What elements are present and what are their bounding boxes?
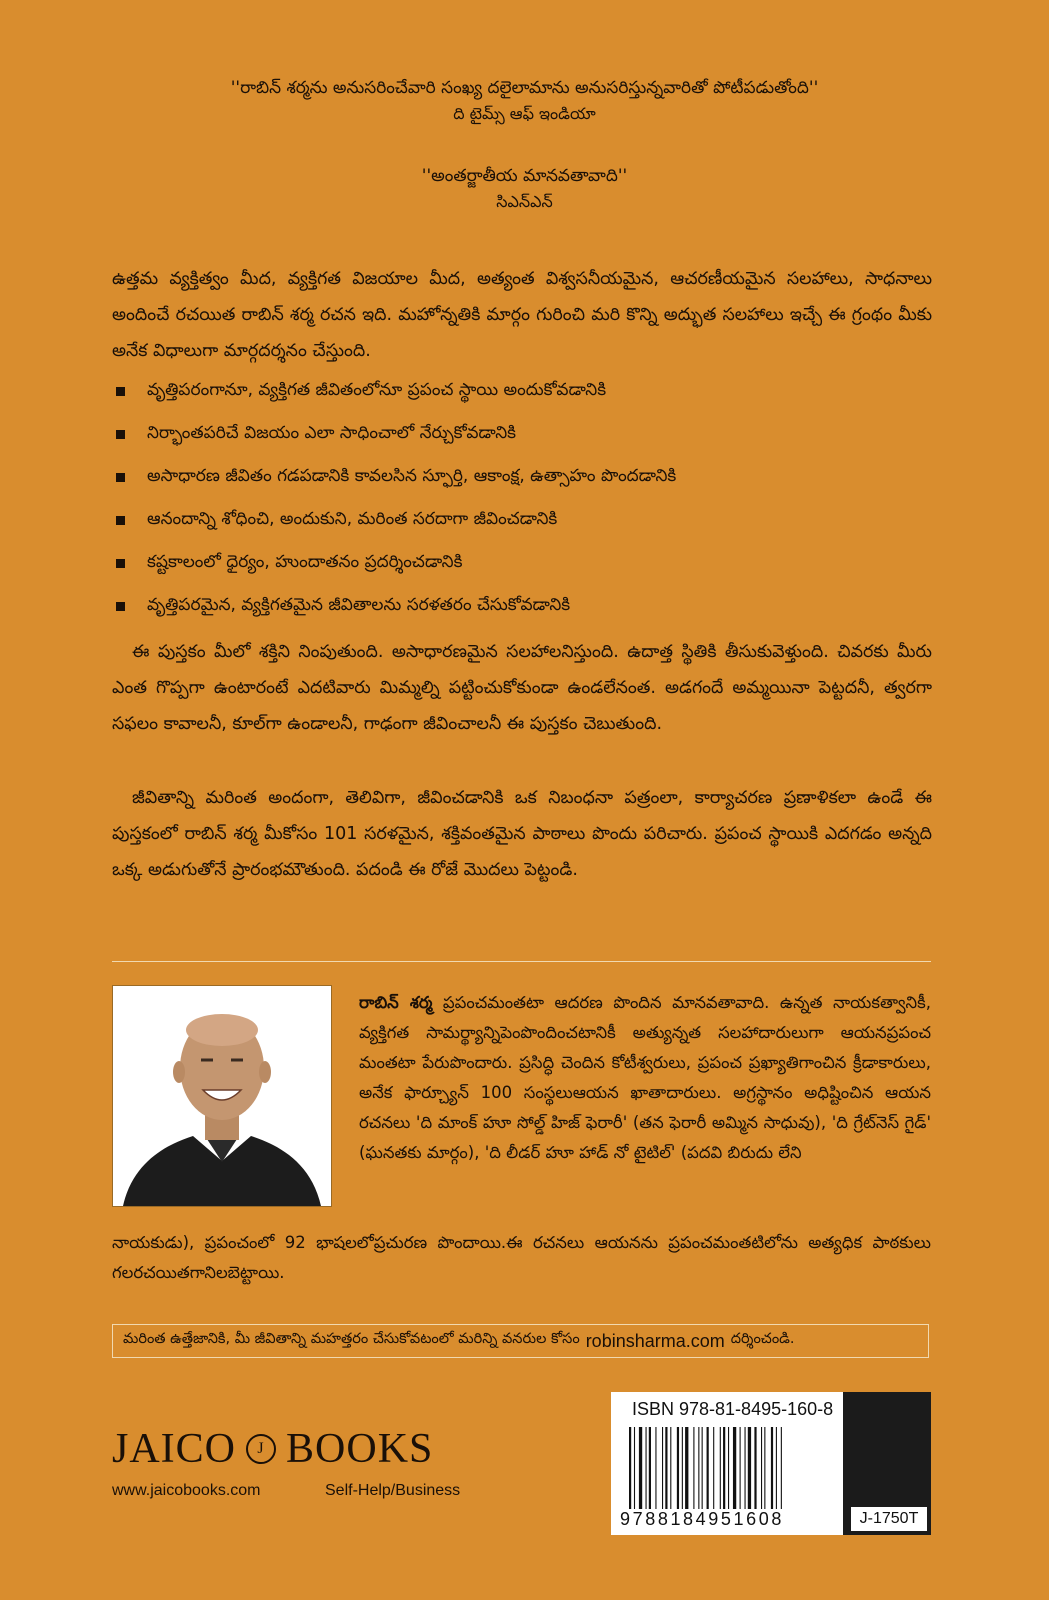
website-note-lead: మరింత ఉత్తేజానికి, మీ జీవితాన్ని మహత్తరం చేసుకోవటంలో మరిన్ని వనరుల కోసం <box>123 1331 580 1347</box>
list-item-text: కష్టకాలంలో ధైర్యం, హుందాతనం ప్రదర్శించడానికి <box>147 551 463 572</box>
list-item-text: వృత్తిపరంగానూ, వ్యక్తిగత జీవితంలోనూ ప్రపంచ స్థాయి అందుకోవడానికి <box>147 379 607 400</box>
publisher-name-right: BOOKS <box>286 1426 434 1472</box>
square-bullet-icon <box>116 516 125 525</box>
section-divider <box>112 961 931 962</box>
book-category: Self-Help/Business <box>325 1482 461 1499</box>
website-note-end: దర్శించండి. <box>730 1331 795 1347</box>
isbn-label: ISBN 978-81-8495-160-8 <box>632 1399 834 1419</box>
author-bio-continued: నాయకుడు), ప్రపంచంలో 92 భాషలలోప్రచురణ పొందాయి.ఈ రచనలు ఆయనను ప్రపంచమంతటిలోను అత్యధిక పాఠకులు గలరచయితగానిలబెట్టాయి. <box>112 1233 931 1282</box>
publisher-website[interactable]: www.jaicobooks.com <box>112 1482 261 1499</box>
list-item-text: నిర్భాంతపరిచే విజయం ఎలా సాధించాలో నేర్చుకోవడానికి <box>147 422 517 443</box>
quote-source: ది టైమ్స్ ఆఫ్ ఇండియా <box>453 104 596 123</box>
publisher-logo <box>112 1424 433 1474</box>
body-paragraph-2: ఈ పుస్తకం మీలో శక్తిని నింపుతుంది. అసాధారణమైన సలహాలనిస్తుంది. ఉదాత్త స్థితికి తీసుకువెళ్తుంది. చివరకు మీరు ఎంత గొప్పగా ఉంటారంటే ఎదటివారు మిమ్మల్ని పట్టించుకోకుండా ఉండలేనంత. అడగందే అమ్మయినా పెట్టదనీ, త్వరగా సఫలం కావాలనీ, కూల్‌గా ఉండాలనీ, గాఢంగా జీవించాలనీ ఈ పుస్తకం చెబుతుంది. <box>112 642 932 734</box>
author-photo <box>112 985 332 1207</box>
list-item <box>112 413 932 456</box>
jaico-emblem-icon: J <box>246 1434 276 1464</box>
list-item-text: అసాధారణ జీవితం గడపడానికి కావలసిన స్ఫూర్తి, ఆకాంక్ష, ఉత్సాహం పొందడానికి <box>147 465 677 486</box>
author-bio <box>359 988 931 1168</box>
list-item <box>112 456 932 499</box>
list-item <box>112 585 932 628</box>
list-item-text: వృత్తిపరమైన, వ్యక్తిగతమైన జీవితాలను సరళతరం చేసుకోవడానికి <box>147 594 571 615</box>
quote-2 <box>0 164 1049 214</box>
author-website-link[interactable]: robinsharma.com <box>585 1330 725 1351</box>
barcode-panel <box>611 1392 931 1535</box>
list-item <box>112 499 932 542</box>
square-bullet-icon <box>116 387 125 396</box>
book-code: J-1750T <box>851 1507 927 1531</box>
body-paragraph-3: జీవితాన్ని మరింత అందంగా, తెలివిగా, జీవించడానికి ఒక నిబంధనా పత్రంలా, కార్యాచరణ ప్రణాళికలా ఉండే ఈ పుస్తకంలో రాబిన్ శర్మ మీకోసం 101 సరళమైన, శక్తివంతమైన పాఠాలు పొందు పరిచారు. ప్రపంచ స్థాయికి ఎదగడం అన్నది ఒక్క అడుగుతోనే ప్రారంభమౌతుంది. పదండి ఈ రోజే మొదలు పెట్టండి. <box>112 788 932 880</box>
list-item <box>112 370 932 413</box>
quote-text: ''అంతర్జాతీయ మానవతావాది'' <box>421 166 628 186</box>
intro-paragraph: ఉత్తమ వ్యక్తిత్వం మీద, వ్యక్తిగత విజయాల మీద, అత్యంత విశ్వసనీయమైన, ఆచరణీయమైన సలహాలు, సాధనాలు అందించే రచయిత రాబిన్ శర్మ రచన ఇది. మహోన్నతికి మార్గం గురించి మరి కొన్ని అద్భుత సలహాలు ఇచ్చే ఈ గ్రంథం మీకు అనేక విధాలుగా మార్గదర్శనం చేస్తుంది. <box>112 269 932 361</box>
barcode-icon <box>629 1427 825 1509</box>
benefit-list <box>112 370 932 628</box>
quote-source: సిఎన్ఎన్ <box>496 192 553 211</box>
list-item-text: ఆనందాన్ని శోధించి, అందుకుని, మరింత సరదాగా జీవించడానికి <box>147 508 558 529</box>
square-bullet-icon <box>116 602 125 611</box>
author-name: రాబిన్ శర్మ <box>359 993 433 1012</box>
list-item <box>112 542 932 585</box>
website-note <box>112 1324 929 1358</box>
barcode-digits: 9788184951608 <box>620 1509 784 1529</box>
author-bio-text: ప్రపంచమంతటా ఆదరణ పొందిన మానవతావాది. ఉన్నత నాయకత్వానికీ, వ్యక్తిగత సామర్థ్యాన్నిపెంపొందించటానికీ అత్యున్నత సలహాదారులుగా ఆయనప్రపంచ మంతటా పేరుపొందారు. ప్రసిద్ధి చెందిన కోటీశ్వరులు, ప్రపంచ ప్రఖ్యాతిగాంచిన క్రీడాకారులు, అనేక ఫార్చ్యూన్ 100 సంస్థలుఆయన ఖాతాదారులు. అగ్రస్థానం అధిష్టించిన ఆయన రచనలు 'ది మాంక్ హూ సోల్డ్ హిజ్ ఫెరారీ' (తన ఫెరారీ అమ్మిన సాధువు), 'ది గ్రేట్‌నెస్ గైడ్' (ఘనతకు మార్గం), 'ది లీడర్ హూ హాడ్ నో టైటిల్' (పదవి బిరుదు లేని <box>359 993 931 1162</box>
quote-1 <box>0 76 1049 126</box>
publisher-name-left: JAICO <box>112 1426 237 1472</box>
square-bullet-icon <box>116 430 125 439</box>
square-bullet-icon <box>116 473 125 482</box>
square-bullet-icon <box>116 559 125 568</box>
barcode-area <box>611 1392 843 1535</box>
quote-text: ''రాబిన్ శర్మను అనుసరించేవారి సంఖ్య దలైలామాను అనుసరిస్తున్నవారితో పోటీపడుతోంది'' <box>230 78 819 98</box>
